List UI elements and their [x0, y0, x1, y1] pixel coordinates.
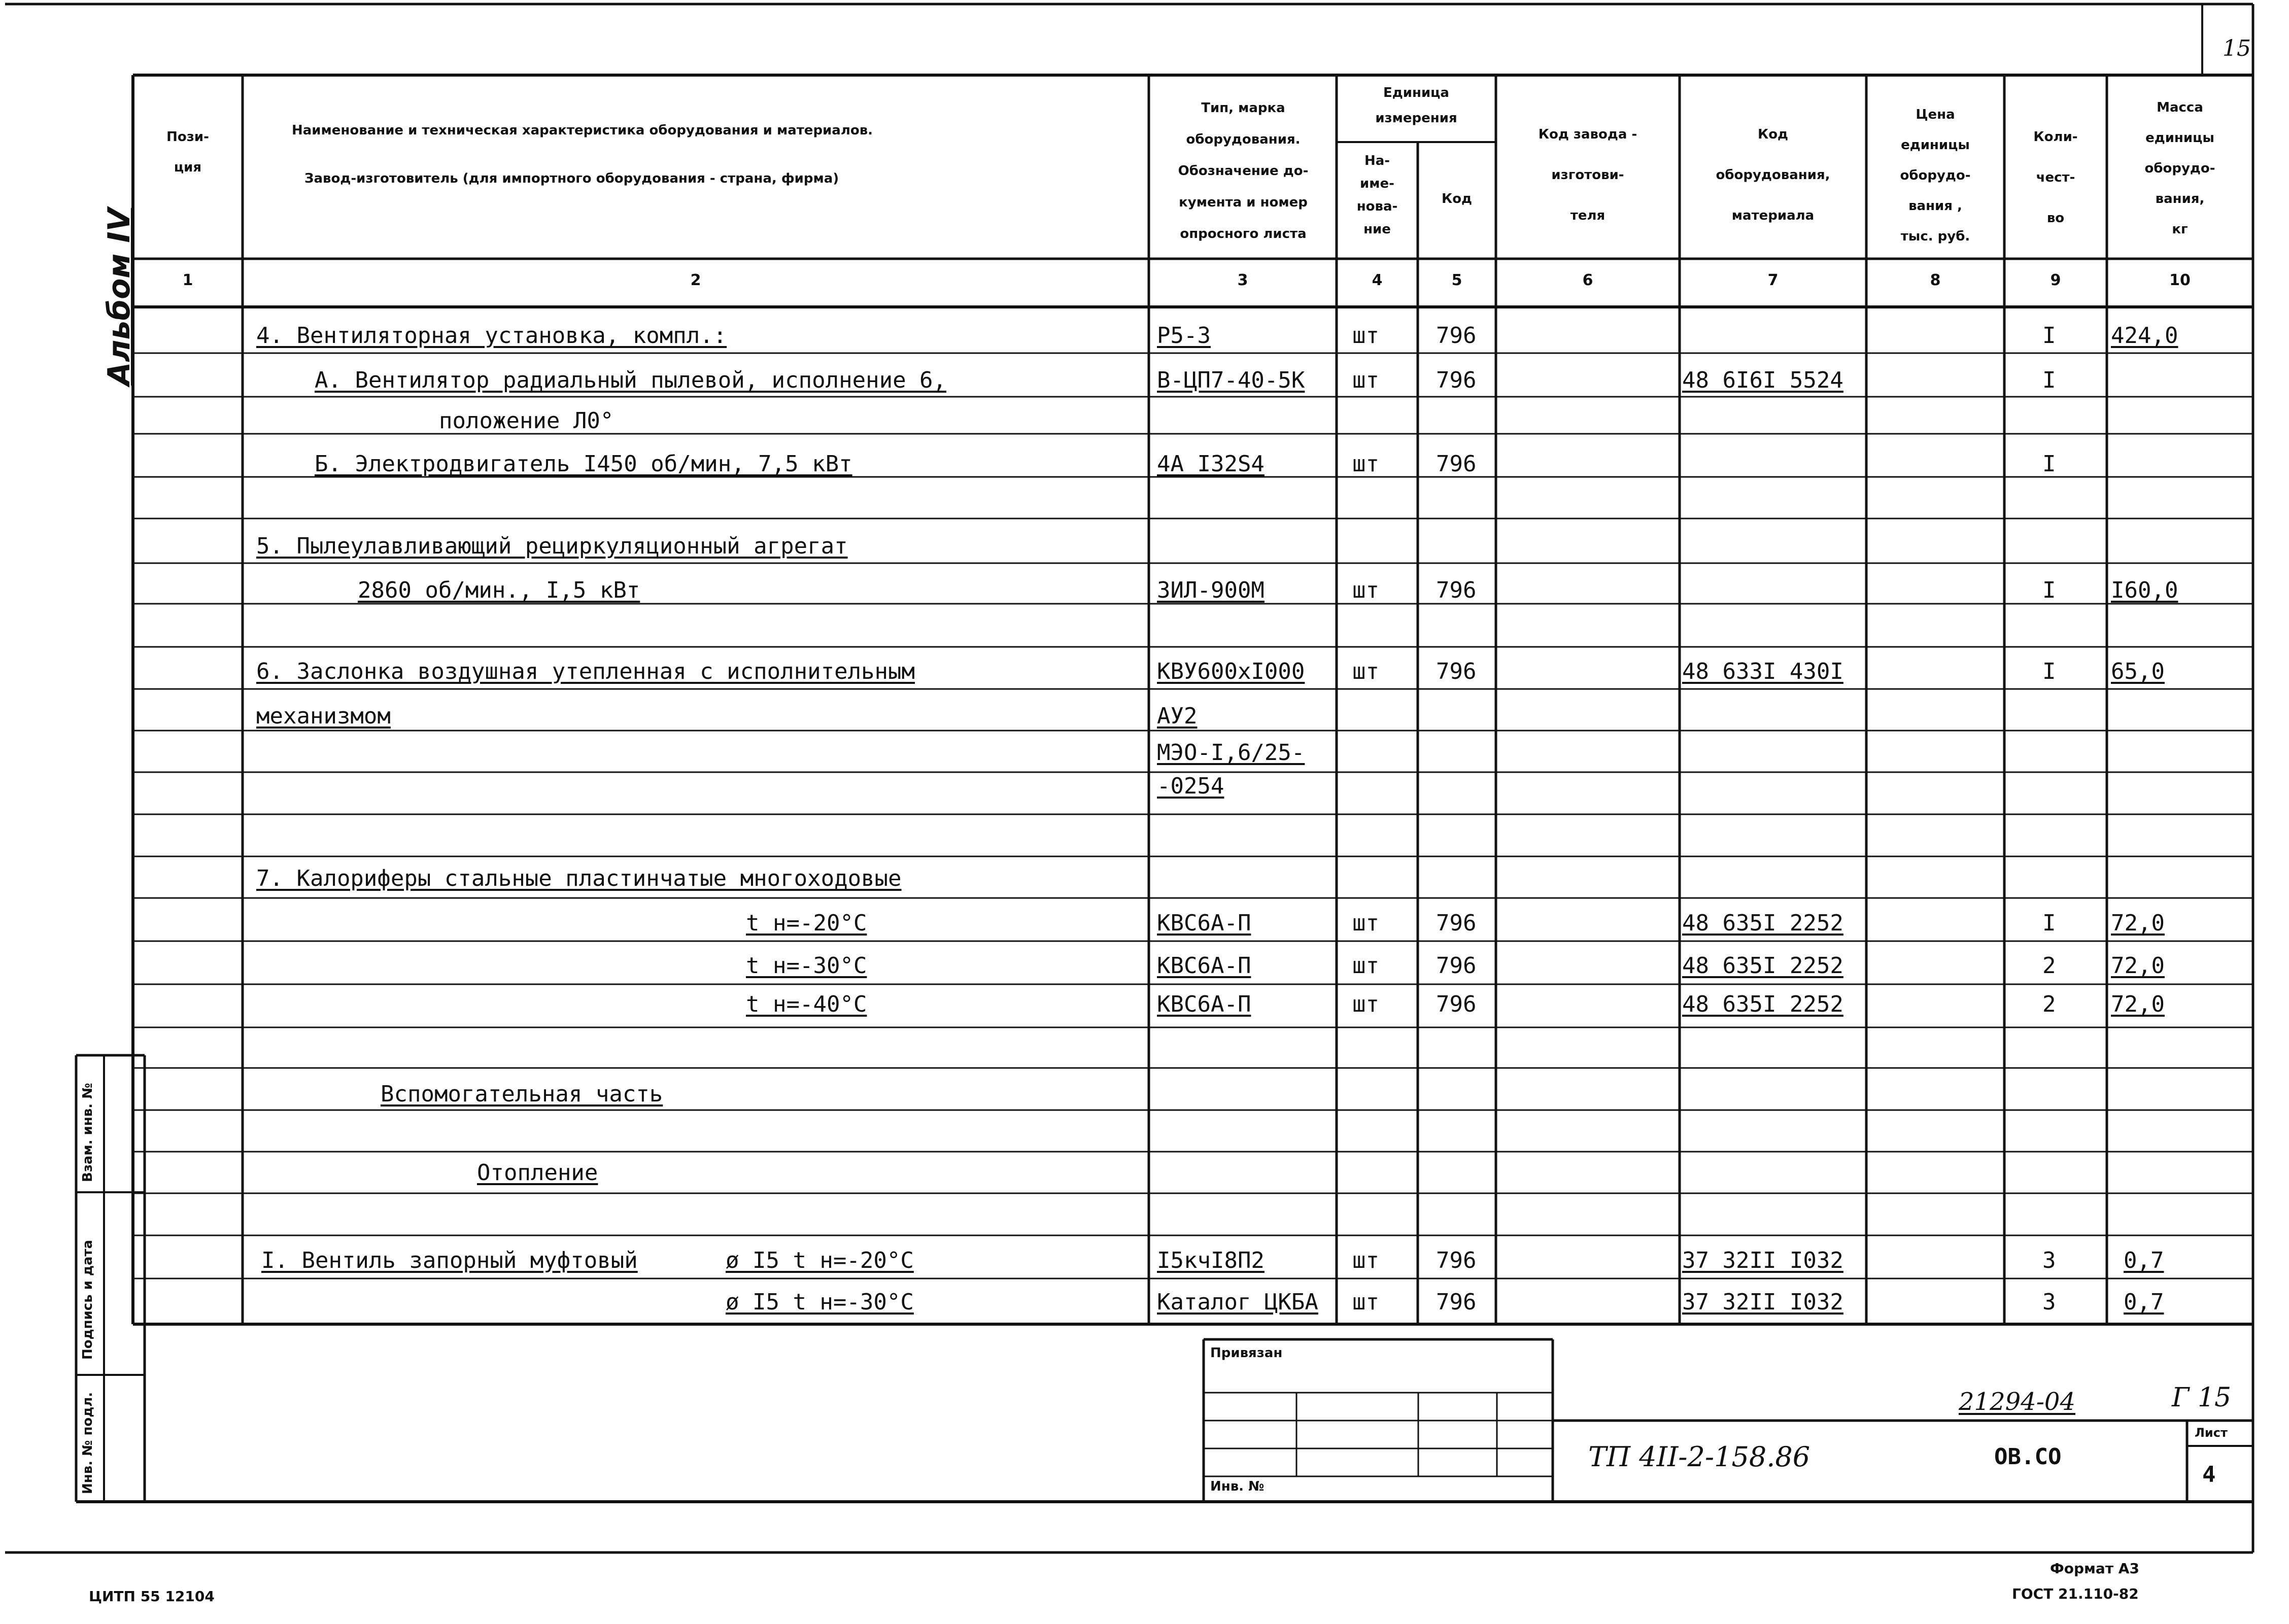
- footer-format: Формат А3: [2050, 1560, 2139, 1577]
- colnum-10: 10: [2169, 271, 2191, 289]
- header-factory-code: Код завода - изготови- теля: [1538, 127, 1637, 223]
- row-type: I5кчI8П2: [1157, 1248, 1265, 1273]
- row-type: Р5-3: [1157, 323, 1211, 349]
- row-name: t н=-30°С: [746, 953, 867, 979]
- row-code: 796: [1436, 367, 1477, 393]
- header-quantity: Коли- чест- во: [2033, 129, 2078, 226]
- row-material-code: 48 635I 2252: [1682, 991, 1843, 1017]
- row-type: КВУ600хI000: [1157, 659, 1305, 684]
- footer-publisher-code: ЦИТП 55 12104: [89, 1588, 215, 1605]
- row-qty: 2: [2042, 953, 2056, 979]
- stamp-document-code: ТП 4II-2-158.86: [1588, 1441, 1810, 1473]
- colnum-4: 4: [1372, 271, 1383, 289]
- row-name: t н=-40°С: [746, 991, 867, 1017]
- row-code: 796: [1436, 910, 1477, 936]
- row-name: I. Вентиль запорный муфтовый: [261, 1248, 638, 1273]
- row-name: Б. Электродвигатель I450 об/мин, 7,5 кВт: [315, 451, 852, 477]
- row-material-code: 48 635I 2252: [1682, 910, 1843, 936]
- row-name-detail: ø I5 t н=-30°С: [726, 1289, 914, 1315]
- row-code: 796: [1436, 991, 1477, 1017]
- row-qty: I: [2042, 323, 2056, 349]
- header-material-code: Код оборудования, материала: [1716, 127, 1830, 223]
- header-name-line2: Завод-изготовитель (для импортного оборудования - страна, фирма): [304, 171, 839, 186]
- stamp-inv-label: Инв. №: [1210, 1479, 1265, 1494]
- row-code: 796: [1436, 953, 1477, 979]
- header-unit-name: На- име- нова- ние: [1356, 153, 1398, 237]
- row-name: А. Вентилятор радиальный пылевой, исполнение 6,: [315, 367, 947, 393]
- footer-gost: ГОСТ 21.110-82: [2012, 1585, 2139, 1602]
- colnum-9: 9: [2050, 271, 2061, 289]
- row-code: 796: [1436, 577, 1477, 603]
- row-code: 796: [1436, 323, 1477, 349]
- row-name-detail: ø I5 t н=-20°С: [726, 1248, 914, 1273]
- header-price: Цена единицы оборудо- вания , тыс. руб.: [1900, 107, 1971, 244]
- row-unit: шт: [1352, 451, 1379, 477]
- header-position: Пози- ция: [166, 129, 209, 175]
- row-code: 796: [1436, 659, 1477, 684]
- section-title-heating: Отопление: [477, 1160, 598, 1186]
- stamp-corner-mark: Г 15: [2172, 1383, 2232, 1413]
- row-name: 7. Калориферы стальные пластинчатые многоходовые: [256, 866, 902, 891]
- row-type: КВС6А-П: [1157, 953, 1251, 979]
- album-label: Альбом IV: [101, 208, 137, 386]
- header-type: Тип, марка оборудования. Обозначение до- кумента и номер опросного листа: [1178, 100, 1309, 241]
- row-material-code: 48 635I 2252: [1682, 953, 1843, 979]
- stamp-sheet-label: Лист: [2195, 1426, 2228, 1440]
- row-mass: 0,7: [2124, 1289, 2164, 1315]
- colnum-8: 8: [1930, 271, 1941, 289]
- row-name: t н=-20°С: [746, 910, 867, 936]
- row-qty: 2: [2042, 991, 2056, 1017]
- colnum-3: 3: [1237, 271, 1248, 289]
- section-title-auxiliary: Вспомогательная часть: [381, 1081, 663, 1107]
- row-code: 796: [1436, 451, 1477, 477]
- row-mass: 424,0: [2111, 323, 2178, 349]
- row-unit: шт: [1352, 367, 1379, 393]
- row-qty: I: [2042, 367, 2056, 393]
- row-name: положение Л0°: [439, 408, 614, 434]
- row-mass: 0,7: [2124, 1248, 2164, 1273]
- row-type: В-ЦП7-40-5К: [1157, 367, 1305, 393]
- stamp-attached-label: Привязан: [1210, 1345, 1283, 1361]
- row-code: 796: [1436, 1248, 1477, 1273]
- header-unit-group: Единица измерения: [1375, 85, 1457, 126]
- stamp-registration-number: 21294-04: [1959, 1388, 2075, 1416]
- row-material-code: 48 6I6I 5524: [1682, 367, 1843, 393]
- row-mass: 72,0: [2111, 953, 2165, 979]
- row-unit: шт: [1352, 577, 1379, 603]
- row-unit: шт: [1352, 991, 1379, 1017]
- row-material-code: 37 32II I032: [1682, 1248, 1843, 1273]
- row-type: МЭО-I,6/25-: [1157, 740, 1305, 766]
- row-mass: 65,0: [2111, 659, 2165, 684]
- colnum-2: 2: [690, 271, 701, 289]
- colnum-5: 5: [1451, 271, 1462, 289]
- stamp-sheet-number: 4: [2202, 1462, 2216, 1488]
- row-type: КВС6А-П: [1157, 910, 1251, 936]
- row-name: 6. Заслонка воздушная утепленная с исполнительным: [256, 659, 915, 684]
- row-name: 4. Вентиляторная установка, компл.:: [256, 323, 727, 349]
- row-unit: шт: [1352, 323, 1379, 349]
- colnum-7: 7: [1767, 271, 1779, 289]
- row-name: 5. Пылеулавливающий рециркуляционный агрегат: [256, 533, 848, 559]
- row-qty: I: [2042, 910, 2056, 936]
- row-name: механизмом: [256, 703, 391, 729]
- row-type: КВС6А-П: [1157, 991, 1251, 1017]
- side-stamp-signature-date: Подпись и дата: [80, 1239, 95, 1360]
- row-qty: 3: [2042, 1289, 2056, 1315]
- row-qty: I: [2042, 659, 2056, 684]
- side-stamp-original-inv: Инв. № подл.: [80, 1392, 95, 1494]
- row-unit: шт: [1352, 953, 1379, 979]
- row-unit: шт: [1352, 659, 1379, 684]
- row-mass: 72,0: [2111, 910, 2165, 936]
- header-name-line1: Наименование и техническая характеристика оборудования и материалов.: [292, 123, 873, 138]
- row-type: АУ2: [1157, 703, 1198, 729]
- row-material-code: 48 633I 430I: [1682, 659, 1843, 684]
- row-type: ЗИЛ-900М: [1157, 577, 1265, 603]
- page-number: 15: [2223, 36, 2251, 61]
- colnum-1: 1: [182, 271, 193, 289]
- side-stamp-replace-inv: Взам. инв. №: [80, 1083, 95, 1182]
- row-unit: шт: [1352, 1289, 1379, 1315]
- row-qty: I: [2042, 577, 2056, 603]
- row-type: Каталог ЦКБА: [1157, 1289, 1318, 1315]
- row-qty: 3: [2042, 1248, 2056, 1273]
- row-mass: 72,0: [2111, 991, 2165, 1017]
- row-code: 796: [1436, 1289, 1477, 1315]
- row-qty: I: [2042, 451, 2056, 477]
- row-type: 4А I32S4: [1157, 451, 1265, 477]
- row-material-code: 37 32II I032: [1682, 1289, 1843, 1315]
- row-name: 2860 об/мин., I,5 кВт: [358, 577, 640, 603]
- colnum-6: 6: [1582, 271, 1593, 289]
- row-unit: шт: [1352, 910, 1379, 936]
- stamp-document-mark: ОВ.СО: [1994, 1444, 2062, 1470]
- row-unit: шт: [1352, 1248, 1379, 1273]
- row-type: -0254: [1157, 773, 1224, 799]
- header-unit-code: Код: [1441, 191, 1473, 206]
- row-mass: I60,0: [2111, 577, 2178, 603]
- header-mass: Масса единицы оборудо- вания, кг: [2144, 100, 2215, 237]
